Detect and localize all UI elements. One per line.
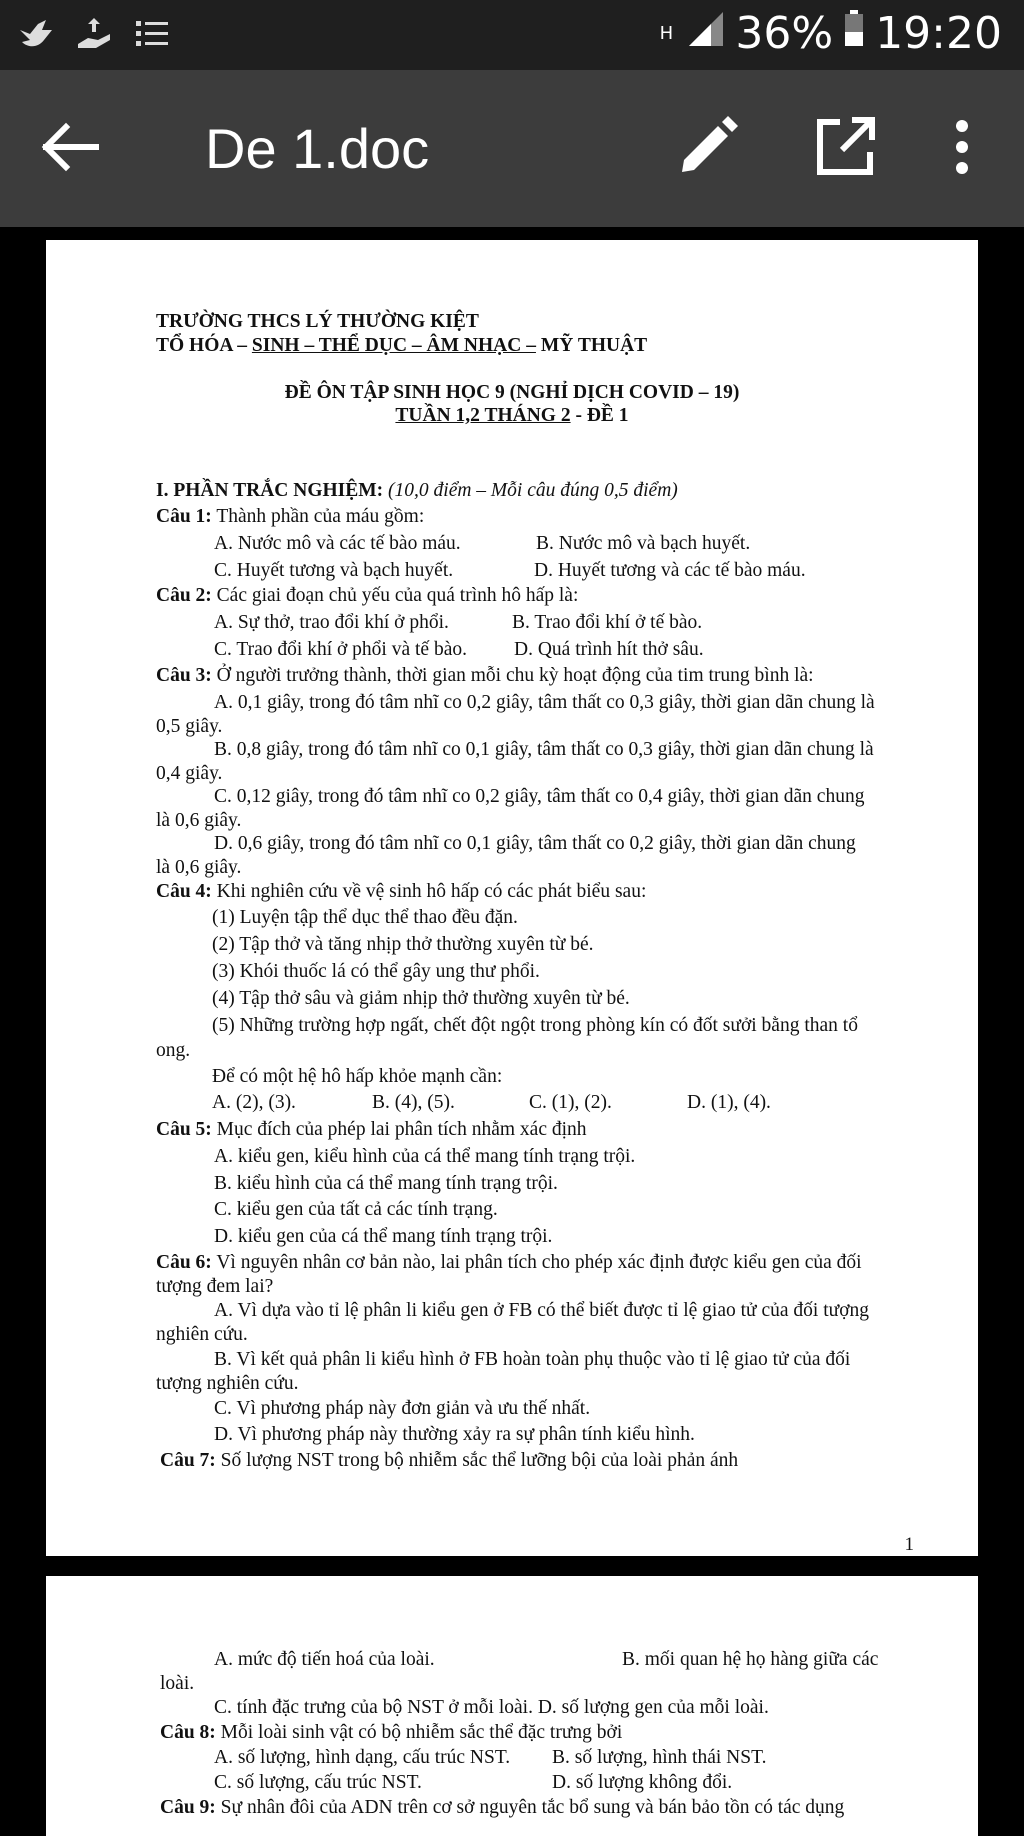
app-bar — [0, 70, 1024, 227]
q8-option-d: D. số lượng không đổi. — [552, 1772, 733, 1793]
question-7 — [160, 1451, 738, 1471]
school-name: TRƯỜNG THCS LÝ THƯỜNG KIỆT — [156, 311, 479, 332]
q2-option-b: B. Trao đổi khí ở tế bào. — [512, 612, 703, 633]
document-title: De 1.doc — [205, 117, 430, 180]
document-page-1 — [46, 240, 978, 1556]
q2-option-a: A. Sự thở, trao đổi khí ở phổi. — [214, 612, 449, 633]
department-underlined: SINH – THỂ DỤC – ÂM NHẠC – — [251, 335, 536, 356]
q6-option-b-cont: tượng nghiên cứu. — [156, 1373, 299, 1394]
status-right — [655, 8, 1002, 59]
q4-option-c: C. (1), (2). — [529, 1092, 612, 1113]
exam-subtitle — [46, 406, 978, 426]
q4-statement-3: (3) Khói thuốc lá có thể gây ung thư phổi. — [212, 961, 540, 982]
question-text: Các giai đoạn chủ yếu của quá trình hô hấp là: — [211, 585, 579, 606]
q4-statement-1: (1) Luyện tập thể dục thể thao đều đặn. — [212, 907, 518, 928]
question-label: Câu 6: — [156, 1252, 212, 1273]
question-6-cont: tượng đem lai? — [156, 1276, 274, 1297]
exam-subtitle-underlined: TUẦN 1,2 THÁNG 2 — [395, 405, 571, 426]
q1-option-a: A. Nước mô và các tế bào máu. — [214, 533, 461, 554]
q3-option-b-cont: 0,4 giây. — [156, 763, 223, 784]
clock: 19:20 — [875, 8, 1002, 59]
bird-icon — [16, 14, 56, 54]
q3-option-a-cont: 0,5 giây. — [156, 716, 223, 737]
q4-prompt: Để có một hệ hô hấp khỏe mạnh cần: — [212, 1066, 503, 1087]
q7-option-b: B. mối quan hệ họ hàng giữa các — [622, 1649, 879, 1670]
question-label: Câu 8: — [160, 1722, 216, 1743]
q6-option-b: B. Vì kết quả phân li kiểu hình ở FB hoàn toàn phụ thuộc vào tỉ lệ giao tử của đối — [214, 1349, 851, 1370]
question-text: Ở người trưởng thành, thời gian mỗi chu kỳ hoạt động của tim trung bình là: — [211, 665, 814, 686]
q4-statement-5-cont: ong. — [156, 1040, 191, 1061]
q3-option-a: A. 0,1 giây, trong đó tâm nhĩ co 0,2 giây, tâm thất co 0,3 giây, thời gian dãn chung là — [214, 692, 875, 713]
q6-option-d: D. Vì phương pháp này thường xảy ra sự phân tính kiểu hình. — [214, 1424, 695, 1445]
q3-option-d: D. 0,6 giây, trong đó tâm nhĩ co 0,1 giây, tâm thất co 0,2 giây, thời gian dãn chung — [214, 833, 856, 854]
department-suffix: MỸ THUẬT — [535, 335, 648, 356]
q4-statement-4: (4) Tập thở sâu và giảm nhịp thở thường xuyên từ bé. — [212, 988, 630, 1009]
q7-option-b-cont: loài. — [160, 1673, 195, 1694]
section-heading — [156, 481, 678, 501]
question-text: Mỗi loài sinh vật có bộ nhiễm sắc thể đặc trưng bởi — [215, 1722, 623, 1743]
list-icon — [132, 14, 172, 54]
question-1 — [156, 507, 424, 527]
question-label: Câu 4: — [156, 881, 212, 902]
question-text: Sự nhân đôi của ADN trên cơ sở nguyên tắc bổ sung và bán bảo tồn có tác dụng — [215, 1797, 845, 1818]
department — [156, 336, 647, 356]
q3-option-c: C. 0,12 giây, trong đó tâm nhĩ co 0,2 giây, tâm thất co 0,4 giây, thời gian dãn chung — [214, 786, 865, 807]
question-4 — [156, 882, 646, 902]
share-hand-icon — [74, 14, 114, 54]
back-arrow-icon[interactable] — [38, 114, 104, 180]
section-note: (10,0 điểm – Mỗi câu đúng 0,5 điểm) — [383, 480, 678, 501]
question-8 — [160, 1723, 622, 1743]
status-bar — [0, 0, 1024, 70]
q6-option-a: A. Vì dựa vào tỉ lệ phân li kiểu gen ở FB có thể biết được tỉ lệ giao tử của đối tượng — [214, 1300, 870, 1321]
page-number: 1 — [904, 1534, 914, 1555]
question-label: Câu 7: — [160, 1450, 216, 1471]
q7-option-c-d: C. tính đặc trưng của bộ NST ở mỗi loài. D. số lượng gen của mỗi loài. — [214, 1697, 769, 1718]
battery-percent: 36% — [735, 8, 834, 59]
q3-option-d-cont: là 0,6 giây. — [156, 857, 242, 878]
question-3 — [156, 666, 814, 686]
question-6 — [156, 1253, 862, 1273]
q4-option-a: A. (2), (3). — [212, 1092, 296, 1113]
exam-subtitle-suffix: - ĐỀ 1 — [570, 405, 629, 426]
question-text: Số lượng NST trong bộ nhiễm sắc thể lưỡng bội của loài phản ánh — [215, 1450, 739, 1471]
q1-option-d: D. Huyết tương và các tế bào máu. — [534, 560, 806, 581]
network-type-icon: H — [659, 22, 674, 44]
q4-statement-2: (2) Tập thở và tăng nhịp thở thường xuyên từ bé. — [212, 934, 594, 955]
question-label: Câu 9: — [160, 1797, 216, 1818]
question-text: Vì nguyên nhân cơ bản nào, lai phân tích cho phép xác định được kiểu gen của đối — [211, 1252, 862, 1273]
q5-option-b: B. kiểu hình của cá thể mang tính trạng trội. — [214, 1173, 558, 1194]
q2-option-c: C. Trao đổi khí ở phổi và tế bào. — [214, 639, 467, 660]
q5-option-d: D. kiểu gen của cá thể mang tính trạng trội. — [214, 1226, 553, 1247]
q8-option-c: C. số lượng, cấu trúc NST. — [214, 1772, 422, 1793]
q4-option-d: D. (1), (4). — [687, 1092, 771, 1113]
question-9 — [160, 1798, 844, 1818]
q8-option-a: A. số lượng, hình dạng, cấu trúc NST. — [214, 1747, 511, 1768]
question-2 — [156, 586, 578, 606]
question-text: Thành phần của máu gồm: — [211, 506, 425, 527]
q6-option-c: C. Vì phương pháp này đơn giản và ưu thế nhất. — [214, 1398, 591, 1419]
question-label: Câu 1: — [156, 506, 212, 527]
open-external-icon[interactable] — [810, 112, 880, 182]
exam-title: ĐỀ ÔN TẬP SINH HỌC 9 (NGHỈ DỊCH COVID – 19) — [284, 382, 740, 403]
question-label: Câu 3: — [156, 665, 212, 686]
question-label: Câu 5: — [156, 1119, 212, 1140]
q8-option-b: B. số lượng, hình thái NST. — [552, 1747, 767, 1768]
q3-option-b: B. 0,8 giây, trong đó tâm nhĩ co 0,1 giây, tâm thất co 0,3 giây, thời gian dãn chung là — [214, 739, 874, 760]
q2-option-d: D. Quá trình hít thở sâu. — [514, 639, 704, 660]
section-title: I. PHẦN TRẮC NGHIỆM: — [156, 480, 384, 501]
notification-icons — [16, 14, 172, 54]
more-options-icon[interactable] — [940, 112, 984, 182]
q1-option-b: B. Nước mô và bạch huyết. — [536, 533, 751, 554]
q6-option-a-cont: nghiên cứu. — [156, 1324, 248, 1345]
q3-option-c-cont: là 0,6 giây. — [156, 810, 242, 831]
question-text: Khi nghiên cứu về vệ sinh hô hấp có các phát biểu sau: — [211, 881, 647, 902]
signal-icon — [687, 8, 725, 59]
edit-pencil-icon[interactable] — [672, 112, 742, 182]
battery-icon — [843, 8, 865, 59]
q4-option-b: B. (4), (5). — [372, 1092, 455, 1113]
question-text: Mục đích của phép lai phân tích nhằm xác định — [211, 1119, 587, 1140]
q4-statement-5: (5) Những trường hợp ngất, chết đột ngột trong phòng kín có đốt sưởi bằng than tổ — [212, 1015, 858, 1036]
q1-option-c: C. Huyết tương và bạch huyết. — [214, 560, 454, 581]
q5-option-a: A. kiểu gen, kiểu hình của cá thể mang tính trạng trội. — [214, 1146, 636, 1167]
department-prefix: TỔ HÓA – — [156, 335, 252, 356]
question-label: Câu 2: — [156, 585, 212, 606]
q5-option-c: C. kiểu gen của tất cả các tính trạng. — [214, 1199, 498, 1220]
q7-option-a: A. mức độ tiến hoá của loài. — [214, 1649, 435, 1670]
document-page-2 — [46, 1576, 978, 1836]
question-5 — [156, 1120, 587, 1140]
